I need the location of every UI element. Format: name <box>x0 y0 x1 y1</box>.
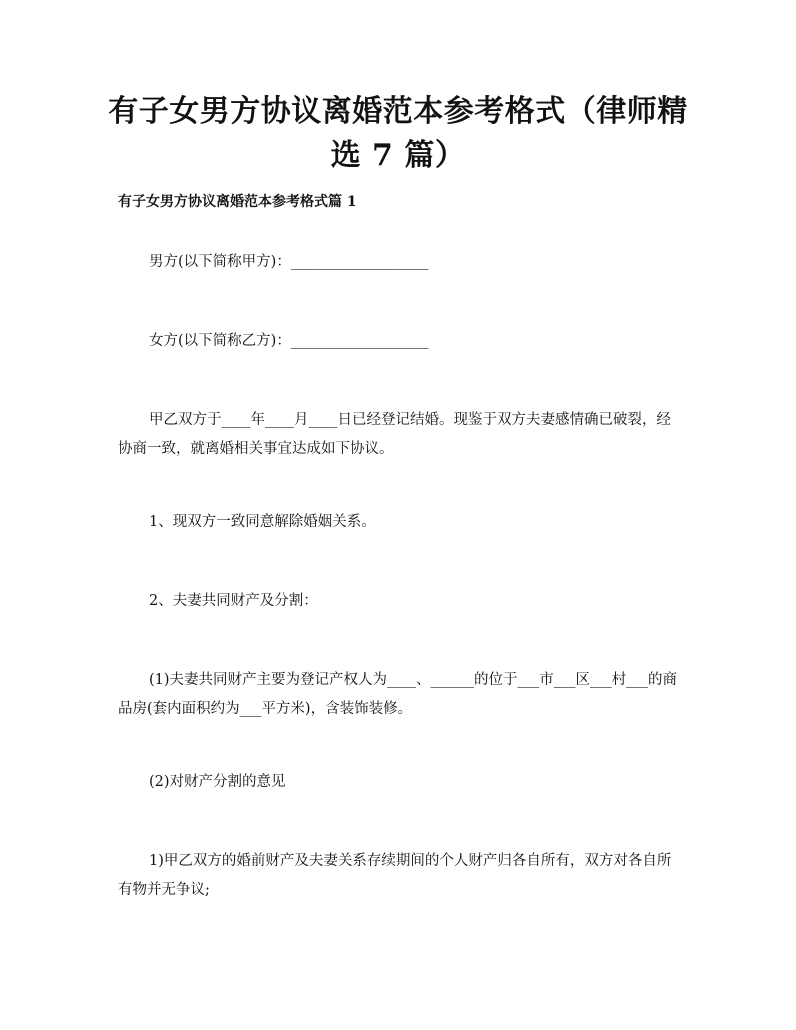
female-party-line: 女方(以下简称乙方)：___________________ <box>149 333 429 349</box>
clause-2: 2、夫妻共同财产及分割： <box>149 593 318 609</box>
intro-paragraph: 甲乙双方于____年____月____日已经登记结婚。现鉴于双方夫妻感情确已破裂，经协商一致，就离婚相关事宜达成如下协议。 <box>118 412 671 457</box>
male-party-line: 男方(以下简称甲方)：___________________ <box>149 254 429 270</box>
section-heading: 有子女男方协议离婚范本参考格式篇 1 <box>118 194 357 210</box>
clause-2-2: (2)对财产分割的意见 <box>149 774 286 790</box>
clause-2-2-1: 1)甲乙双方的婚前财产及夫妻关系存续期间的个人财产归各自所有，双方对各自所有物并无争议; <box>118 853 672 898</box>
document-title-line2: 选 7 篇） <box>330 138 466 173</box>
clause-2-1: (1)夫妻共同财产主要为登记产权人为____、______的位于___市___区___村___的商品房(套内面积约为___平方米)，含装饰装修。 <box>118 672 678 717</box>
clause-1: 1、现双方一致同意解除婚姻关系。 <box>149 514 376 530</box>
document-title-line1: 有子女男方协议离婚范本参考格式（律师精 <box>108 94 688 129</box>
